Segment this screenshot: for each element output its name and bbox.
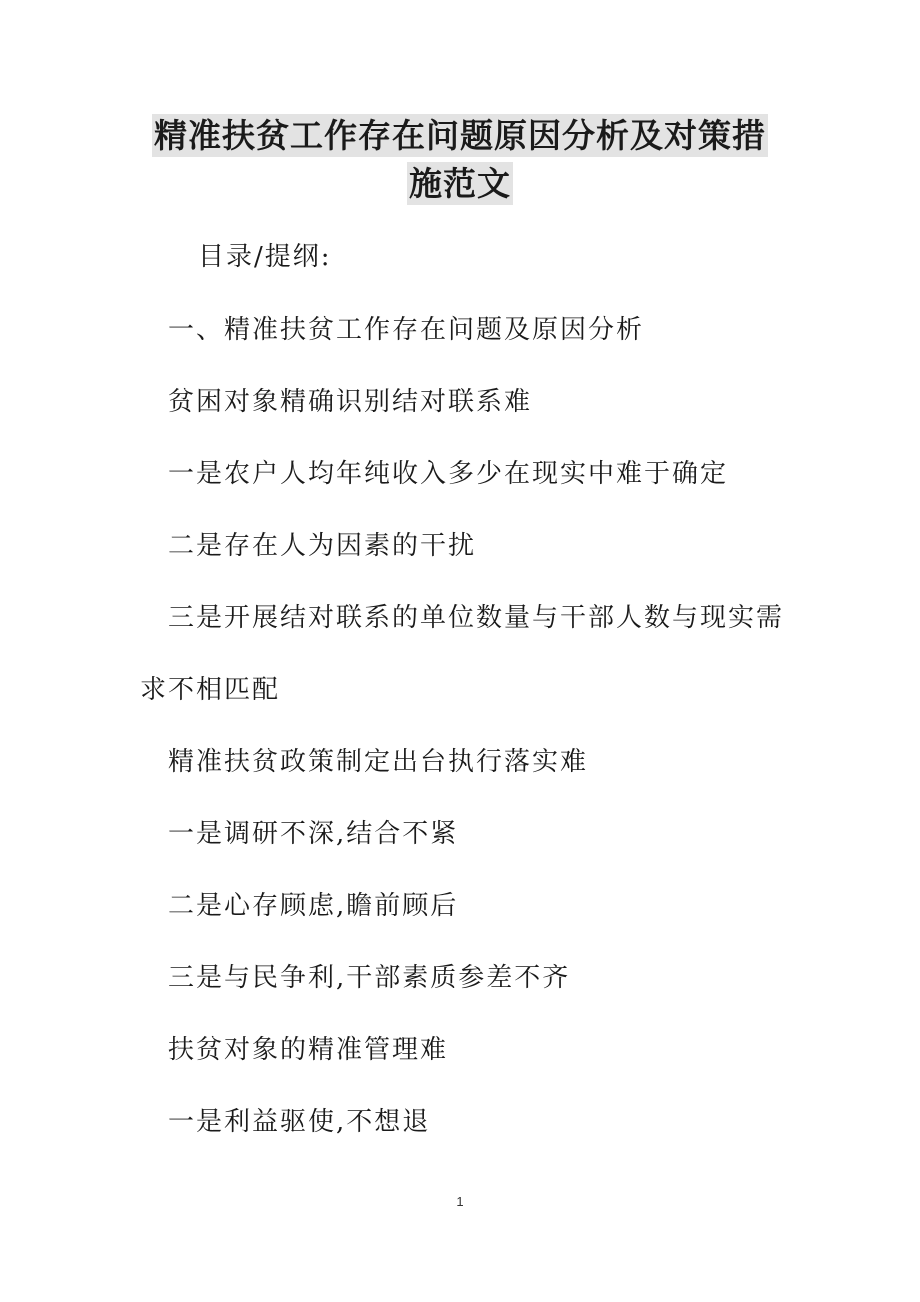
paragraph: 一是利益驱使,不想退 — [168, 1107, 431, 1137]
document-title-line-2 — [0, 164, 920, 204]
title-text-2: 施范文 — [409, 164, 511, 203]
subsection-heading: 贫困对象精确识别结对联系难 — [168, 387, 533, 417]
paragraph: 二是心存顾虑,瞻前顾后 — [168, 891, 459, 921]
paragraph: 一是调研不深,结合不紧 — [168, 819, 459, 849]
paragraph-continuation: 求不相匹配 — [140, 675, 281, 705]
paragraph: 三是开展结对联系的单位数量与干部人数与现实需 — [168, 603, 785, 633]
paragraph: 二是存在人为因素的干扰 — [168, 531, 477, 561]
document-title-line-1 — [0, 116, 920, 156]
page-number: 1 — [456, 1194, 464, 1209]
subsection-heading: 精准扶贫政策制定出台执行落实难 — [168, 747, 589, 777]
subsection-heading: 扶贫对象的精准管理难 — [168, 1035, 449, 1065]
paragraph: 三是与民争利,干部素质参差不齐 — [168, 963, 571, 993]
paragraph: 一是农户人均年纯收入多少在现实中难于确定 — [168, 459, 729, 489]
section-heading: 一、精准扶贫工作存在问题及原因分析 — [168, 315, 645, 345]
outline-heading: 目录/提纲: — [198, 242, 332, 272]
title-text-1: 精准扶贫工作存在问题原因分析及对策措 — [154, 116, 766, 155]
